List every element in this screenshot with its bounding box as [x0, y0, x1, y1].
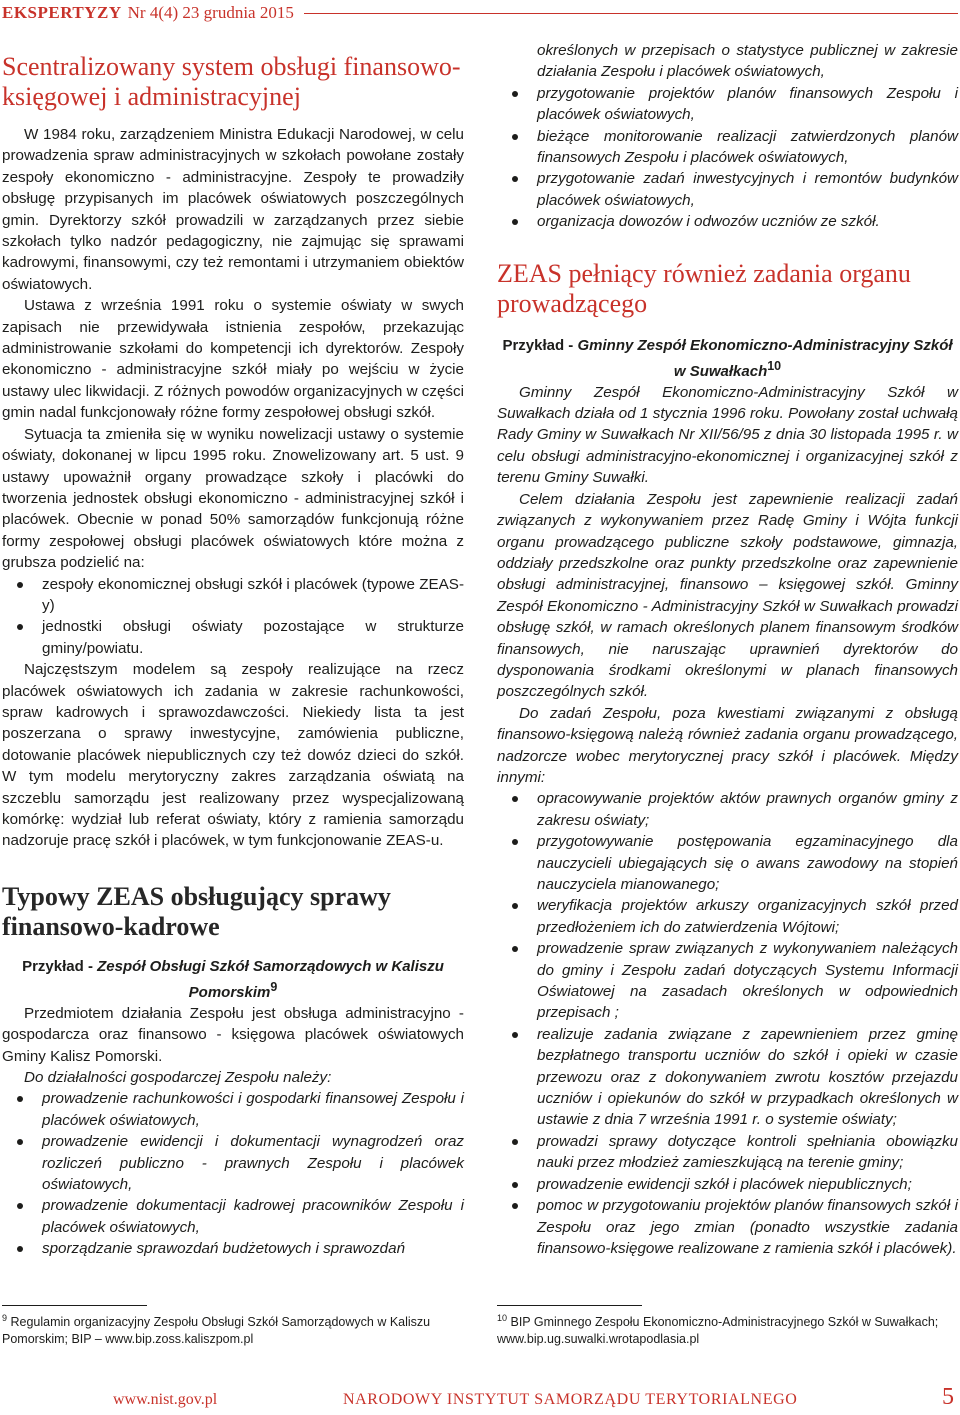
paragraph: W 1984 roku, zarządzeniem Ministra Edukacji Narodowej, w celu prowadzenia spraw administracyjnych w szkołach powołane zostały zespoły ekonomiczno - administracyjne. Zespoły te prowadziły obsługę przypisanych im placówek oświatowych poszczególnych gmin. Dyrektorzy szkół prowadzili w zarządzanych przez siebie szkołach tylko nadzór pedagogiczny, nie zajmując się sprawami kadrowymi, finansowymi, czy też remontami i utrzymaniem obiektów oświatowych. [2, 126, 464, 293]
footnote-number: 10 [497, 1313, 508, 1323]
paragraph: Najczęstszym modelem są zespoły realizujące na rzecz placówek oświatowych ich zadania w zakresie rachunkowości, spraw kadrowych i sprawozdawczości. Niekiedy lista ta jest poszerzana o sprawy inwestycyjne, zamówienia publiczne, dotowanie placówek niepublicznych czy też dowóz dzieci do szkół. W tym modelu merytoryczny zakres zarządzania oświatą na szczeblu samorządu jest realizowany przez wyspecjalizowaną komórkę: wydział lub referat oświaty, który z ramienia samorządu nadzoruje pracę szkół i placówek, w tym funkcjonowanie ZEAS-u. [2, 661, 464, 850]
page-number: 5 [942, 1384, 954, 1410]
list-item: jednostki obsługi oświaty pozostające w strukturze gminy/powiatu. [2, 616, 464, 659]
paragraph: Celem działania Zespołu jest zapewnienie realizacji zadań związanych z wykonywaniem przez Radę Gminy i Wójta funkcji organu prowadzącego publiczne szkoły podstawowe, gimnazja, oddziały przedszkolne oraz punkty przedszkolne oraz zapewnienie obsługi administracyjnej, finansowo – księgowej szkół. Gminny Zespół Ekonomiczno - Administracyjny Szkół w Suwałkach prowadzi obsługę szkół, w ramach określonych planem finansowym środków finansowych, nie naruszając uprawnień dyrektorów do dysponowania środkami określonymi w planach finansowych poszczególnych szkół. [497, 490, 958, 701]
list-item: prowadzenie rachunkowości i gospodarki finansowej Zespołu i placówek oświatowych, [2, 1088, 464, 1131]
list-item: pomoc w przygotowaniu projektów planów finansowych szkół i Zespołu oraz jego zmian (ponadto wszystkie zadania finansowo-księgowe realizowane z ramienia szkół i placówek). [497, 1195, 958, 1259]
list-item: prowadzi sprawy dotyczące kontroli spełniania obowiązku nauki przez młodzież zamieszkującą na terenie gminy; [497, 1131, 958, 1174]
paragraph: Sytuacja ta zmieniła się w wyniku nowelizacji ustawy o systemie oświaty, dokonanej w lipcu 1995 roku. Znowelizowany art. 5 ust. 9 ustawy upoważnił organy prowadzące szkoły i placówki do tworzenia jednostek obsługi ekonomiczno - administracyjnej szkół i placówek. Obecnie w ponad 50% samorządów funkcjonują różne formy zespołowej obsługi placówek oświatowych które można z grubsza podzielić na: [2, 425, 464, 572]
section-heading: Scentralizowany system obsługi finansowo-księgowej i administracyjnej [2, 52, 461, 111]
left-column [2, 40, 464, 1260]
example-title: Zespół Obsługi Szkół Samorządowych w Kaliszu Pomorskim [97, 957, 444, 1001]
footnote-number: 9 [2, 1313, 8, 1323]
list-item: prowadzenie dokumentacji kadrowej pracowników Zespołu i placówek oświatowych, [2, 1195, 464, 1238]
footnote-ref: 10 [767, 358, 782, 373]
footnote [2, 1310, 464, 1348]
footnote [497, 1310, 958, 1348]
footnote-text: BIP Gminnego Zespołu Ekonomiczno-Administracyjnego Szkół w Suwałkach; www.bip.ug.suwalki.wrotapodlasia.pl [497, 1315, 939, 1347]
list-item: realizuje zadania związane z zapewnieniem przez gminę bezpłatnego transportu uczniów do szkół i opieki w czasie przewozu oraz z dokonywaniem zwrotu kosztów przejazdu uczniów i opiekunów do szkół w przypadkach określonych w ustawie z dnia 7 września 1991 r. o systemie oświaty; [497, 1024, 958, 1131]
bullet-list [497, 83, 958, 233]
list-item: weryfikacja projektów arkuszy organizacyjnych szkół przed przedłożeniem ich do zatwierdzenia Wójtowi; [497, 895, 958, 938]
example-title: Gminny Zespół Ekonomiczno-Administracyjny Szkół w Suwałkach [577, 336, 953, 380]
header-issue: Nr 4(4) 23 grudnia 2015 [127, 3, 294, 22]
bullet-list [497, 788, 958, 1259]
list-item: prowadzenie spraw związanych z wykonywaniem należących do gminy i Zespołu zadań dotyczących Systemu Informacji Oświatowej na zasadach określonych w odpowiednich przepisach ; [497, 938, 958, 1024]
list-item: zespoły ekonomicznej obsługi szkół i placówek (typowe ZEAS-y) [2, 574, 464, 617]
footnote-rule [2, 1305, 147, 1306]
list-item: opracowywanie projektów aktów prawnych organów gminy z zakresu oświaty; [497, 788, 958, 831]
list-item: przygotowanie projektów planów finansowych Zespołu i placówek oświatowych, [497, 83, 958, 126]
paragraph: Ustawa z września 1991 roku o systemie oświaty w swych zapisach nie przewidywała istnienia zespołów, przekazując administrowanie szkołami do kompetencji ich dyrektorów. Zespoły ekonomiczno - administracyjne szkół miały po wejściu w życie ustawy ulec likwidacji. Z różnych powodów organizacyjnych w części gmin nadal funkcjonowały różne formy zespołowej obsługi szkół. [2, 297, 464, 422]
footer-organization: NARODOWY INSTYTUT SAMORZĄDU TERYTORIALNEGO [343, 1391, 798, 1408]
bullet-list [2, 574, 464, 660]
list-item: organizacja dowozów i odwozów uczniów ze szkół. [497, 211, 958, 232]
list-item: bieżące monitorowanie realizacji zatwierdzonych planów finansowych Zespołu i placówek oświatowych, [497, 126, 958, 169]
example-prefix: Przykład - [502, 336, 574, 354]
paragraph: Gminny Zespół Ekonomiczno-Administracyjny Szkół w Suwałkach działa od 1 stycznia 1996 roku. Powołany został uchwałą Rady Gminy w Suwałkach Nr XII/56/95 z dnia 30 listopada 1995 r. w celu obsługi administracyjno-ekonomicznej i organizacyjnej szkół z terenu Gminy Suwałki. [497, 383, 958, 487]
section-heading: ZEAS pełniący również zadania organu prowadzącego [497, 258, 911, 318]
list-item: prowadzenie ewidencji szkół i placówek niepublicznych; [497, 1174, 958, 1195]
example-caption [497, 335, 958, 382]
list-item: sporządzanie sprawozdań budżetowych i sprawozdań [2, 1238, 464, 1259]
right-column [497, 40, 958, 1259]
header-title [0, 3, 294, 23]
paragraph: Do działalności gospodarczej Zespołu należy: [24, 1069, 332, 1087]
running-header [0, 0, 960, 26]
list-item: prowadzenie ewidencji i dokumentacji wynagrodzeń oraz rozliczeń publiczno - prawnych Zespołu i placówek oświatowych, [2, 1131, 464, 1195]
list-item: przygotowywanie postępowania egzaminacyjnego dla nauczycieli ubiegających się o awans zawodowy na stopień nauczyciela mianowanego; [497, 831, 958, 895]
example-prefix: Przykład - [22, 957, 93, 975]
example-caption [2, 956, 464, 1003]
header-rule [304, 13, 958, 14]
bullet-list [2, 1088, 464, 1259]
paragraph: Przedmiotem działania Zespołu jest obsługa administracyjno - gospodarcza oraz finansowo - księgowa placówek oświatowych Gminy Kalisz Pomorski. [2, 1004, 464, 1065]
footnote-ref: 9 [270, 979, 278, 994]
footnote-rule [497, 1305, 642, 1306]
section-heading: Typowy ZEAS obsługujący sprawy finansowo-kadrowe [2, 881, 391, 941]
footnote-text: Regulamin organizacyjny Zespołu Obsługi Szkół Samorządowych w Kaliszu Pomorskim; BIP – www.bip.zoss.kaliszpom.pl [2, 1315, 431, 1347]
list-item: przygotowanie zadań inwestycyjnych i remontów budynków placówek oświatowych, [497, 168, 958, 211]
paragraph: określonych w przepisach o statystyce publicznej w zakresie działania Zespołu i placówek oświatowych, [537, 42, 958, 81]
paragraph: Do zadań Zespołu, poza kwestiami związanymi z obsługą finansowo-księgową należą również zadania organu prowadzącego, nadzorcze wobec merytorycznej pracy szkół i placówek. Między innymi: [497, 704, 958, 786]
header-brand: EKSPERTYZY [2, 3, 122, 22]
footer-url[interactable]: www.nist.gov.pl [113, 1391, 218, 1408]
